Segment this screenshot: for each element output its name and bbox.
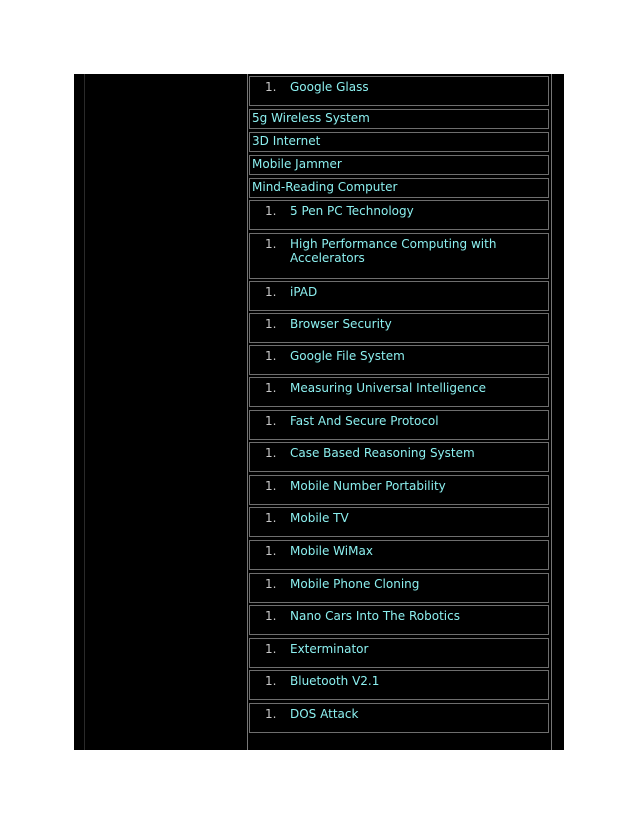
topic-list-item	[249, 703, 549, 733]
list-number: 1.	[265, 707, 277, 721]
topic-text: Mind-Reading Computer	[252, 180, 398, 194]
topic-text: Mobile TV	[290, 511, 349, 525]
topic-text: Fast And Secure Protocol	[290, 414, 439, 428]
topic-text: DOS Attack	[290, 707, 359, 721]
topic-list-item	[249, 475, 549, 505]
topic-text: 3D Internet	[252, 134, 321, 148]
list-number: 1.	[265, 204, 277, 218]
topic-text: 5 Pen PC Technology	[290, 204, 414, 218]
topic-text: Exterminator	[290, 642, 369, 656]
topic-list-item	[249, 377, 549, 407]
topic-text: Mobile Number Portability	[290, 479, 446, 493]
topic-row	[249, 109, 549, 129]
topic-text: Google Glass	[290, 80, 369, 94]
topic-list-item	[249, 233, 549, 279]
list-number: 1.	[265, 674, 277, 688]
topic-text: Bluetooth V2.1	[290, 674, 380, 688]
topic-list-item	[249, 442, 549, 472]
topic-text: 5g Wireless System	[252, 111, 370, 125]
topic-list-item	[249, 281, 549, 311]
topic-list-item	[249, 507, 549, 537]
topic-row	[249, 132, 549, 152]
list-number: 1.	[265, 642, 277, 656]
right-column-divider	[551, 74, 552, 750]
list-number: 1.	[265, 381, 277, 395]
topic-list-item	[249, 200, 549, 230]
topic-list-item	[249, 410, 549, 440]
topic-text: Mobile Phone Cloning	[290, 577, 420, 591]
topic-list-item	[249, 638, 549, 668]
topic-text: Google File System	[290, 349, 405, 363]
left-column-divider	[84, 74, 85, 750]
topic-text: Mobile Jammer	[252, 157, 342, 171]
list-number: 1.	[265, 237, 277, 251]
topic-row	[249, 155, 549, 175]
list-number: 1.	[265, 80, 277, 94]
list-number: 1.	[265, 446, 277, 460]
topic-list-item	[249, 540, 549, 570]
list-number: 1.	[265, 317, 277, 331]
topic-text: iPAD	[290, 285, 318, 299]
list-number: 1.	[265, 349, 277, 363]
topic-list-item	[249, 345, 549, 375]
list-number: 1.	[265, 609, 277, 623]
list-number: 1.	[265, 577, 277, 591]
topic-list-item	[249, 573, 549, 603]
list-number: 1.	[265, 511, 277, 525]
topic-text: Browser Security	[290, 317, 392, 331]
topic-list-item	[249, 670, 549, 700]
topic-row	[249, 178, 549, 198]
topic-list-item	[249, 313, 549, 343]
topic-text: Nano Cars Into The Robotics	[290, 609, 460, 623]
topic-list-item	[249, 605, 549, 635]
topic-text: Case Based Reasoning System	[290, 446, 475, 460]
list-number: 1.	[265, 479, 277, 493]
topic-text: High Performance Computing with Accelerators	[290, 237, 497, 265]
topic-list-item	[249, 76, 549, 106]
list-number: 1.	[265, 414, 277, 428]
list-number: 1.	[265, 285, 277, 299]
topic-text: Measuring Universal Intelligence	[290, 381, 486, 395]
list-number: 1.	[265, 544, 277, 558]
topic-text: Mobile WiMax	[290, 544, 373, 558]
